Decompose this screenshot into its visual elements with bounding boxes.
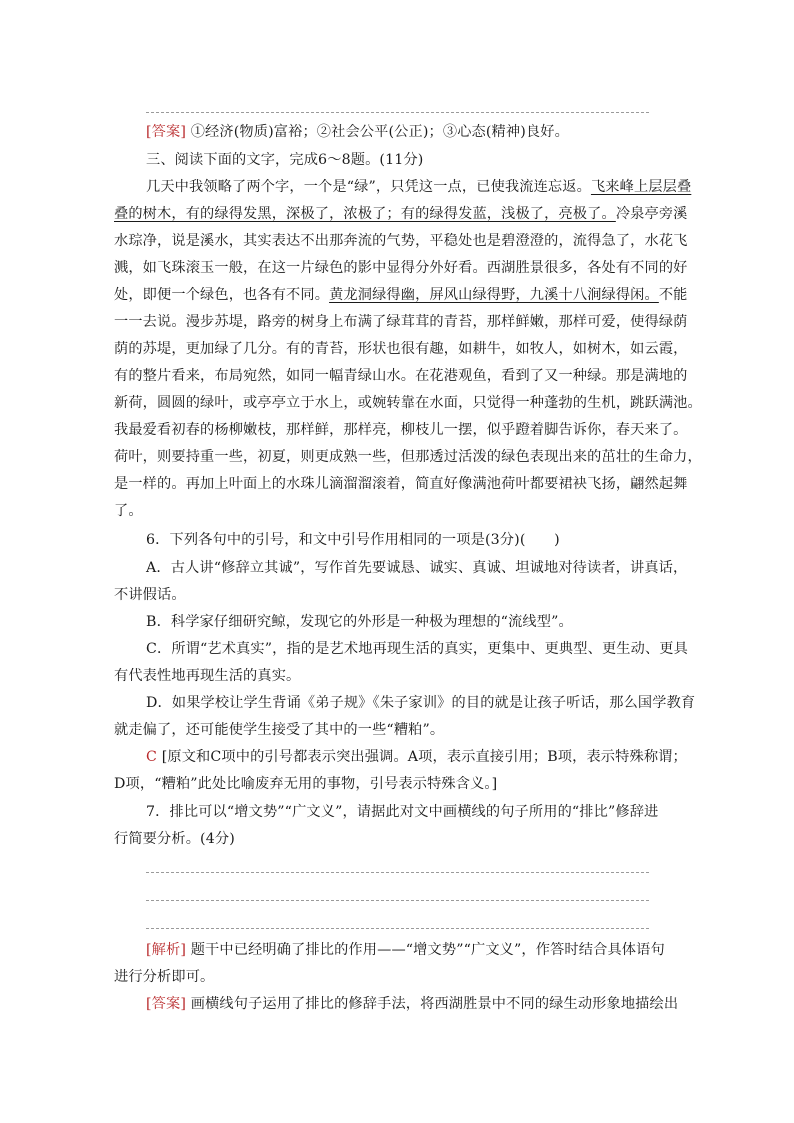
passage-text: 处，即便一个绿色，也各有不同。 <box>114 287 330 303</box>
passage-line <box>114 204 688 224</box>
analysis-text: 题干中已经明确了排比的作用——“增文势”“广文义”，作答时结合具体语句 <box>190 942 665 958</box>
passage-line: 新荷，圆圆的绿叶，或亭亭立于水上，或婉转靠在水面，只觉得一种蓬勃的生机，跳跃满池。 <box>114 395 702 411</box>
passage-line: 一一去说。漫步苏堤，路旁的树身上布满了绿茸茸的青苔，那样鲜嫩，那样可爱，使得绿荫 <box>114 314 688 330</box>
option-d-cont: 就走偏了，还可能使学生接受了其中的一些“糟粕”。 <box>114 722 445 738</box>
question-6-answer <box>146 747 687 767</box>
answer-text: 画横线句子运用了排比的修辞手法，将西湖胜景中不同的绿生动形象地描绘出 <box>190 996 679 1012</box>
underlined-sentence: 黄龙洞绿得幽，屏风山绿得野，九溪十八涧绿得闲。 <box>329 287 659 303</box>
answer-text: ①经济(物质)富裕；②社会公平(公正)；③心态(精神)良好。 <box>190 124 569 140</box>
answer-blank-line <box>146 112 649 113</box>
section-heading: 三、阅读下面的文字，完成6～8题。(11分) <box>146 152 424 168</box>
question-7-answer <box>146 994 680 1014</box>
passage-text: 冷泉亭旁溪 <box>615 206 688 222</box>
passage-line: 荫的苏堤，更加绿了几分。有的青苔，形状也很有趣，如耕牛，如牧人，如树木，如云霞， <box>114 341 688 357</box>
explanation-cont: D项，“糟粕”此处比喻废弃无用的事物，引号表示特殊含义。] <box>114 776 498 792</box>
answer-tag: [答案] <box>146 996 187 1012</box>
option-a: A．古人讲“修辞立其诚”，写作首先要诚恳、诚实、真诚、坦诚地对待读者，讲真话， <box>146 560 688 576</box>
answer-1 <box>146 122 680 142</box>
option-b: B．科学家仔细研究鲸，发现它的外形是一种极为理想的“流线型”。 <box>146 614 573 630</box>
passage-line: 水琮净，说是溪水，其实表达不出那奔流的气势，平稳处也是碧澄澄的，流得急了，水花飞 <box>114 233 688 249</box>
passage-line <box>114 285 688 305</box>
question-7-analysis <box>146 940 680 960</box>
question-7-stem: 7．排比可以“增文势”“广文义”，请据此对文中画横线的句子所用的“排比”修辞进 <box>146 804 659 820</box>
passage-line <box>146 177 692 197</box>
option-d: D．如果学校让学生背诵《弟子规》《朱子家训》的目的就是让孩子听话，那么国学教育 <box>146 695 696 711</box>
underlined-sentence: 飞来峰上层层叠 <box>590 179 692 195</box>
answer-blank-line <box>146 928 649 929</box>
answer-blank-line <box>146 872 649 873</box>
answer-letter: C <box>146 749 158 765</box>
question-6-stem: 6．下列各句中的引号，和文中引号作用相同的一项是(3分)( ) <box>146 532 560 548</box>
passage-line: 我最爱看初春的杨柳嫩枝，那样鲜，那样亮，柳枝儿一摆，似乎蹬着脚告诉你，春天来了。 <box>114 422 688 438</box>
passage-line: 了。 <box>114 503 143 519</box>
answer-tag: [答案] <box>146 124 187 140</box>
passage-line: 是一样的。再加上叶面上的水珠儿滴溜溜滚着，简直好像满池荷叶都要裙袂飞扬，翩然起舞 <box>114 476 688 492</box>
option-c: C．所谓“艺术真实”，指的是艺术地再现生活的真实，更集中、更典型、更生动、更具 <box>146 641 688 657</box>
passage-line: 有的整片看来，布局宛然，如同一幅青绿山水。在花港观鱼，看到了又一种绿。那是满地的 <box>114 368 688 384</box>
analysis-cont: 进行分析即可。 <box>114 969 215 985</box>
passage-line: 溅，如飞珠滚玉一般，在这一片绿色的影中显得分外好看。西湖胜景很多，各处有不同的好 <box>114 260 688 276</box>
underlined-sentence: 叠的树木，有的绿得发黑，深极了，浓极了；有的绿得发蓝，浅极了，亮极了。 <box>114 206 616 222</box>
passage-line: 荷叶，则要持重一些，初夏，则更成熟一些，但那透过活泼的绿色表现出来的茁壮的生命力， <box>114 449 702 465</box>
option-c-cont: 有代表性地再现生活的真实。 <box>114 668 301 684</box>
option-a-cont: 不讲假话。 <box>114 587 186 603</box>
passage-text: 不能 <box>658 287 688 303</box>
explanation-text: [原文和C项中的引号都表示突出强调。A项，表示直接引用；B项，表示特殊称谓； <box>161 749 687 765</box>
passage-text: 几天中我领略了两个字，一个是“绿”，只凭这一点，已使我流连忘返。 <box>146 179 591 195</box>
analysis-tag: [解析] <box>146 942 187 958</box>
answer-blank-line <box>146 900 649 901</box>
question-7-stem-cont: 行简要分析。(4分) <box>114 831 235 847</box>
